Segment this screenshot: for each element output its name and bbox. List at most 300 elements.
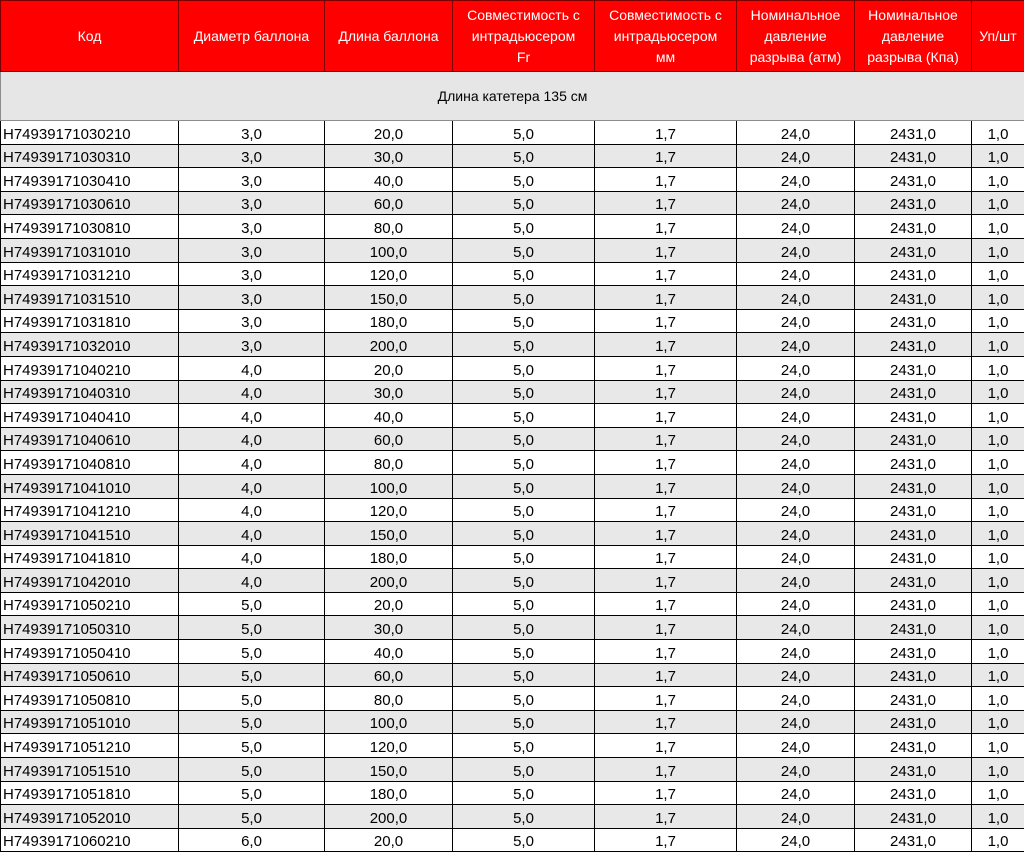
cell-pack[interactable]: 1,0 xyxy=(972,522,1024,546)
cell-length[interactable]: 40,0 xyxy=(325,404,453,428)
cell-nominal-kpa[interactable]: 2431,0 xyxy=(855,663,972,687)
table-row xyxy=(1,380,1024,404)
cell-nominal-atm[interactable]: 24,0 xyxy=(737,215,855,239)
cell-compat-fr[interactable]: 5,0 xyxy=(453,758,595,782)
cell-compat-fr[interactable]: 5,0 xyxy=(453,828,595,852)
cell-compat-fr[interactable]: 5,0 xyxy=(453,734,595,758)
header-compat-mm-line1: Совместимость с xyxy=(609,6,722,23)
cell-compat-mm[interactable]: 1,7 xyxy=(595,592,737,616)
cell-compat-mm[interactable]: 1,7 xyxy=(595,238,737,262)
cell-compat-mm[interactable]: 1,7 xyxy=(595,168,737,192)
cell-diameter[interactable]: 5,0 xyxy=(179,758,325,782)
cell-length[interactable]: 40,0 xyxy=(325,640,453,664)
cell-length[interactable]: 180,0 xyxy=(325,781,453,805)
cell-pack[interactable]: 1,0 xyxy=(972,238,1024,262)
cell-compat-fr[interactable]: 5,0 xyxy=(453,498,595,522)
cell-length[interactable]: 180,0 xyxy=(325,545,453,569)
cell-diameter[interactable]: 4,0 xyxy=(179,427,325,451)
table-row xyxy=(1,427,1024,451)
cell-diameter[interactable]: 3,0 xyxy=(179,215,325,239)
cell-compat-mm[interactable]: 1,7 xyxy=(595,427,737,451)
cell-compat-mm[interactable]: 1,7 xyxy=(595,758,737,782)
cell-pack[interactable]: 1,0 xyxy=(972,144,1024,168)
header-nominal-kpa-line2: давление xyxy=(881,27,945,44)
cell-pack[interactable]: 1,0 xyxy=(972,121,1024,145)
cell-length[interactable]: 80,0 xyxy=(325,687,453,711)
cell-length[interactable]: 80,0 xyxy=(325,215,453,239)
cell-nominal-kpa[interactable]: 2431,0 xyxy=(855,640,972,664)
cell-code[interactable]: H74939171050810 xyxy=(1,687,179,711)
cell-compat-mm[interactable]: 1,7 xyxy=(595,286,737,310)
cell-compat-fr[interactable]: 5,0 xyxy=(453,427,595,451)
cell-compat-fr[interactable]: 5,0 xyxy=(453,663,595,687)
cell-diameter[interactable]: 3,0 xyxy=(179,333,325,357)
cell-code[interactable]: H74939171031210 xyxy=(1,262,179,286)
cell-nominal-kpa[interactable]: 2431,0 xyxy=(855,215,972,239)
cell-length[interactable]: 80,0 xyxy=(325,451,453,475)
cell-length[interactable]: 30,0 xyxy=(325,380,453,404)
cell-compat-fr[interactable]: 5,0 xyxy=(453,781,595,805)
cell-nominal-atm[interactable]: 24,0 xyxy=(737,168,855,192)
cell-compat-fr[interactable]: 5,0 xyxy=(453,286,595,310)
cell-nominal-atm[interactable]: 24,0 xyxy=(737,758,855,782)
cell-compat-mm[interactable]: 1,7 xyxy=(595,781,737,805)
cell-pack[interactable]: 1,0 xyxy=(972,828,1024,852)
cell-length[interactable]: 100,0 xyxy=(325,710,453,734)
cell-compat-mm[interactable]: 1,7 xyxy=(595,710,737,734)
cell-nominal-atm[interactable]: 24,0 xyxy=(737,356,855,380)
cell-code[interactable]: H74939171040210 xyxy=(1,356,179,380)
table-row xyxy=(1,734,1024,758)
cell-compat-fr[interactable]: 5,0 xyxy=(453,592,595,616)
cell-compat-fr[interactable]: 5,0 xyxy=(453,121,595,145)
cell-compat-mm[interactable]: 1,7 xyxy=(595,144,737,168)
cell-pack[interactable]: 1,0 xyxy=(972,309,1024,333)
header-length[interactable]: Длина баллона xyxy=(325,1,453,72)
cell-compat-mm[interactable]: 1,7 xyxy=(595,805,737,829)
header-compat-fr-line2: интрадьюсером xyxy=(471,27,576,44)
cell-compat-fr[interactable]: 5,0 xyxy=(453,616,595,640)
cell-compat-mm[interactable]: 1,7 xyxy=(595,734,737,758)
cell-compat-mm[interactable]: 1,7 xyxy=(595,828,737,852)
cell-length[interactable]: 120,0 xyxy=(325,498,453,522)
cell-nominal-atm[interactable]: 24,0 xyxy=(737,474,855,498)
table-row xyxy=(1,144,1024,168)
header-nominal-kpa-line3: разрыва (Кпа) xyxy=(867,48,959,65)
cell-nominal-atm[interactable]: 24,0 xyxy=(737,333,855,357)
cell-pack[interactable]: 1,0 xyxy=(972,215,1024,239)
cell-nominal-kpa[interactable]: 2431,0 xyxy=(855,498,972,522)
cell-nominal-kpa[interactable]: 2431,0 xyxy=(855,616,972,640)
cell-nominal-kpa[interactable]: 2431,0 xyxy=(855,333,972,357)
table-row xyxy=(1,805,1024,829)
cell-nominal-atm[interactable]: 24,0 xyxy=(737,663,855,687)
cell-nominal-kpa[interactable]: 2431,0 xyxy=(855,828,972,852)
section-title[interactable]: Длина катетера 135 см xyxy=(1,72,1024,121)
cell-pack[interactable]: 1,0 xyxy=(972,710,1024,734)
cell-pack[interactable]: 1,0 xyxy=(972,758,1024,782)
cell-diameter[interactable]: 5,0 xyxy=(179,663,325,687)
cell-code[interactable]: H74939171052010 xyxy=(1,805,179,829)
cell-compat-mm[interactable]: 1,7 xyxy=(595,569,737,593)
cell-compat-mm[interactable]: 1,7 xyxy=(595,474,737,498)
cell-code[interactable]: H74939171031010 xyxy=(1,238,179,262)
cell-compat-mm[interactable]: 1,7 xyxy=(595,333,737,357)
cell-nominal-kpa[interactable]: 2431,0 xyxy=(855,758,972,782)
cell-compat-fr[interactable]: 5,0 xyxy=(453,687,595,711)
cell-length[interactable]: 200,0 xyxy=(325,333,453,357)
cell-compat-fr[interactable]: 5,0 xyxy=(453,238,595,262)
cell-compat-mm[interactable]: 1,7 xyxy=(595,451,737,475)
cell-code[interactable]: H74939171050610 xyxy=(1,663,179,687)
table-row xyxy=(1,663,1024,687)
cell-nominal-atm[interactable]: 24,0 xyxy=(737,380,855,404)
cell-length[interactable]: 180,0 xyxy=(325,309,453,333)
cell-code[interactable]: H74939171030310 xyxy=(1,144,179,168)
cell-compat-fr[interactable]: 5,0 xyxy=(453,191,595,215)
cell-length[interactable]: 20,0 xyxy=(325,356,453,380)
cell-code[interactable]: H74939171050310 xyxy=(1,616,179,640)
cell-diameter[interactable]: 3,0 xyxy=(179,168,325,192)
cell-compat-fr[interactable]: 5,0 xyxy=(453,474,595,498)
cell-diameter[interactable]: 5,0 xyxy=(179,687,325,711)
cell-compat-fr[interactable]: 5,0 xyxy=(453,168,595,192)
cell-nominal-kpa[interactable]: 2431,0 xyxy=(855,121,972,145)
table-row xyxy=(1,640,1024,664)
table-row xyxy=(1,191,1024,215)
table-row xyxy=(1,121,1024,145)
cell-nominal-kpa[interactable]: 2431,0 xyxy=(855,734,972,758)
cell-nominal-kpa[interactable]: 2431,0 xyxy=(855,380,972,404)
cell-diameter[interactable]: 5,0 xyxy=(179,640,325,664)
cell-pack[interactable]: 1,0 xyxy=(972,592,1024,616)
cell-code[interactable]: H74939171031810 xyxy=(1,309,179,333)
cell-compat-fr[interactable]: 5,0 xyxy=(453,333,595,357)
cell-nominal-atm[interactable]: 24,0 xyxy=(737,734,855,758)
cell-pack[interactable]: 1,0 xyxy=(972,451,1024,475)
table-row xyxy=(1,569,1024,593)
cell-compat-fr[interactable]: 5,0 xyxy=(453,144,595,168)
cell-compat-mm[interactable]: 1,7 xyxy=(595,404,737,428)
cell-nominal-atm[interactable]: 24,0 xyxy=(737,286,855,310)
cell-code[interactable]: H74939171051210 xyxy=(1,734,179,758)
cell-compat-mm[interactable]: 1,7 xyxy=(595,356,737,380)
cell-length[interactable]: 100,0 xyxy=(325,474,453,498)
table-row xyxy=(1,498,1024,522)
header-code[interactable]: Код xyxy=(1,1,179,72)
header-pack[interactable]: Уп/шт xyxy=(972,1,1024,72)
cell-nominal-kpa[interactable]: 2431,0 xyxy=(855,168,972,192)
cell-nominal-atm[interactable]: 24,0 xyxy=(737,309,855,333)
header-compat-mm[interactable] xyxy=(595,1,737,72)
cell-code[interactable]: H74939171032010 xyxy=(1,333,179,357)
cell-nominal-atm[interactable]: 24,0 xyxy=(737,427,855,451)
cell-nominal-kpa[interactable]: 2431,0 xyxy=(855,781,972,805)
cell-diameter[interactable]: 5,0 xyxy=(179,734,325,758)
cell-length[interactable]: 150,0 xyxy=(325,758,453,782)
cell-length[interactable]: 40,0 xyxy=(325,168,453,192)
cell-diameter[interactable]: 4,0 xyxy=(179,569,325,593)
cell-pack[interactable]: 1,0 xyxy=(972,734,1024,758)
cell-compat-fr[interactable]: 5,0 xyxy=(453,215,595,239)
cell-code[interactable]: H74939171040810 xyxy=(1,451,179,475)
cell-nominal-kpa[interactable]: 2431,0 xyxy=(855,805,972,829)
cell-nominal-atm[interactable]: 24,0 xyxy=(737,144,855,168)
cell-diameter[interactable]: 3,0 xyxy=(179,121,325,145)
cell-nominal-atm[interactable]: 24,0 xyxy=(737,545,855,569)
cell-nominal-kpa[interactable]: 2431,0 xyxy=(855,262,972,286)
cell-nominal-kpa[interactable]: 2431,0 xyxy=(855,309,972,333)
cell-diameter[interactable]: 4,0 xyxy=(179,522,325,546)
cell-pack[interactable]: 1,0 xyxy=(972,427,1024,451)
cell-nominal-kpa[interactable]: 2431,0 xyxy=(855,522,972,546)
cell-nominal-atm[interactable]: 24,0 xyxy=(737,640,855,664)
table-row xyxy=(1,710,1024,734)
cell-compat-fr[interactable]: 5,0 xyxy=(453,356,595,380)
table-row xyxy=(1,616,1024,640)
table-row xyxy=(1,286,1024,310)
table-row xyxy=(1,828,1024,852)
cell-length[interactable]: 20,0 xyxy=(325,121,453,145)
cell-compat-mm[interactable]: 1,7 xyxy=(595,262,737,286)
cell-diameter[interactable]: 3,0 xyxy=(179,144,325,168)
cell-diameter[interactable]: 4,0 xyxy=(179,404,325,428)
cell-nominal-atm[interactable]: 24,0 xyxy=(737,805,855,829)
header-nominal-kpa[interactable] xyxy=(855,1,972,72)
cell-code[interactable]: H74939171041010 xyxy=(1,474,179,498)
cell-code[interactable]: H74939171040310 xyxy=(1,380,179,404)
table-row xyxy=(1,451,1024,475)
cell-diameter[interactable]: 4,0 xyxy=(179,451,325,475)
cell-nominal-atm[interactable]: 24,0 xyxy=(737,569,855,593)
cell-compat-fr[interactable]: 5,0 xyxy=(453,710,595,734)
cell-code[interactable]: H74939171051010 xyxy=(1,710,179,734)
cell-code[interactable]: H74939171060210 xyxy=(1,828,179,852)
header-row xyxy=(1,1,1024,72)
cell-compat-fr[interactable]: 5,0 xyxy=(453,805,595,829)
cell-nominal-kpa[interactable]: 2431,0 xyxy=(855,569,972,593)
table-row xyxy=(1,404,1024,428)
table-row xyxy=(1,781,1024,805)
cell-length[interactable]: 150,0 xyxy=(325,286,453,310)
cell-nominal-kpa[interactable]: 2431,0 xyxy=(855,474,972,498)
table-row xyxy=(1,333,1024,357)
cell-compat-fr[interactable]: 5,0 xyxy=(453,451,595,475)
table-row xyxy=(1,474,1024,498)
cell-code[interactable]: H74939171041210 xyxy=(1,498,179,522)
header-compat-fr-line3: Fr xyxy=(516,48,531,65)
cell-nominal-atm[interactable]: 24,0 xyxy=(737,121,855,145)
cell-nominal-kpa[interactable]: 2431,0 xyxy=(855,592,972,616)
cell-nominal-kpa[interactable]: 2431,0 xyxy=(855,238,972,262)
cell-length[interactable]: 200,0 xyxy=(325,569,453,593)
cell-nominal-atm[interactable]: 24,0 xyxy=(737,238,855,262)
cell-nominal-atm[interactable]: 24,0 xyxy=(737,451,855,475)
cell-compat-mm[interactable]: 1,7 xyxy=(595,616,737,640)
cell-pack[interactable]: 1,0 xyxy=(972,781,1024,805)
cell-code[interactable]: H74939171030610 xyxy=(1,191,179,215)
cell-code[interactable]: H74939171051810 xyxy=(1,781,179,805)
cell-pack[interactable]: 1,0 xyxy=(972,687,1024,711)
cell-diameter[interactable]: 3,0 xyxy=(179,191,325,215)
cell-code[interactable]: H74939171030210 xyxy=(1,121,179,145)
cell-diameter[interactable]: 5,0 xyxy=(179,781,325,805)
header-compat-mm-line3: мм xyxy=(655,48,676,65)
cell-nominal-kpa[interactable]: 2431,0 xyxy=(855,451,972,475)
cell-pack[interactable]: 1,0 xyxy=(972,262,1024,286)
cell-length[interactable]: 150,0 xyxy=(325,522,453,546)
cell-pack[interactable]: 1,0 xyxy=(972,569,1024,593)
cell-length[interactable]: 20,0 xyxy=(325,592,453,616)
cell-nominal-kpa[interactable]: 2431,0 xyxy=(855,427,972,451)
cell-nominal-atm[interactable]: 24,0 xyxy=(737,522,855,546)
cell-compat-mm[interactable]: 1,7 xyxy=(595,663,737,687)
cell-code[interactable]: H74939171051510 xyxy=(1,758,179,782)
table-row xyxy=(1,309,1024,333)
cell-nominal-kpa[interactable]: 2431,0 xyxy=(855,191,972,215)
cell-length[interactable]: 20,0 xyxy=(325,828,453,852)
cell-compat-fr[interactable]: 5,0 xyxy=(453,404,595,428)
table-row xyxy=(1,758,1024,782)
table-row xyxy=(1,215,1024,239)
cell-compat-mm[interactable]: 1,7 xyxy=(595,121,737,145)
cell-nominal-kpa[interactable]: 2431,0 xyxy=(855,710,972,734)
cell-code[interactable]: H74939171041810 xyxy=(1,545,179,569)
cell-length[interactable]: 200,0 xyxy=(325,805,453,829)
header-diameter[interactable]: Диаметр баллона xyxy=(179,1,325,72)
table-row xyxy=(1,168,1024,192)
cell-pack[interactable]: 1,0 xyxy=(972,404,1024,428)
cell-pack[interactable]: 1,0 xyxy=(972,356,1024,380)
cell-pack[interactable]: 1,0 xyxy=(972,663,1024,687)
cell-compat-mm[interactable]: 1,7 xyxy=(595,640,737,664)
table-row xyxy=(1,356,1024,380)
table-body xyxy=(1,72,1024,852)
cell-nominal-kpa[interactable]: 2431,0 xyxy=(855,144,972,168)
cell-code[interactable]: H74939171040610 xyxy=(1,427,179,451)
cell-nominal-kpa[interactable]: 2431,0 xyxy=(855,404,972,428)
cell-pack[interactable]: 1,0 xyxy=(972,640,1024,664)
header-nominal-kpa-line1: Номинальное xyxy=(868,6,958,23)
cell-diameter[interactable]: 3,0 xyxy=(179,309,325,333)
cell-nominal-atm[interactable]: 24,0 xyxy=(737,191,855,215)
cell-length[interactable]: 60,0 xyxy=(325,191,453,215)
table-row xyxy=(1,262,1024,286)
header-nominal-atm-line2: давление xyxy=(764,27,827,44)
cell-nominal-atm[interactable]: 24,0 xyxy=(737,781,855,805)
cell-nominal-kpa[interactable]: 2431,0 xyxy=(855,545,972,569)
cell-nominal-kpa[interactable]: 2431,0 xyxy=(855,286,972,310)
cell-compat-mm[interactable]: 1,7 xyxy=(595,191,737,215)
cell-nominal-atm[interactable]: 24,0 xyxy=(737,616,855,640)
cell-pack[interactable]: 1,0 xyxy=(972,191,1024,215)
header-nominal-atm-line3: разрыва (атм) xyxy=(749,48,842,65)
cell-pack[interactable]: 1,0 xyxy=(972,168,1024,192)
cell-code[interactable]: H74939171040410 xyxy=(1,404,179,428)
cell-code[interactable]: H74939171041510 xyxy=(1,522,179,546)
cell-pack[interactable]: 1,0 xyxy=(972,474,1024,498)
cell-nominal-kpa[interactable]: 2431,0 xyxy=(855,356,972,380)
cell-diameter[interactable]: 6,0 xyxy=(179,828,325,852)
cell-length[interactable]: 30,0 xyxy=(325,144,453,168)
cell-code[interactable]: H74939171030410 xyxy=(1,168,179,192)
cell-compat-mm[interactable]: 1,7 xyxy=(595,545,737,569)
cell-length[interactable]: 30,0 xyxy=(325,616,453,640)
cell-nominal-atm[interactable]: 24,0 xyxy=(737,498,855,522)
cell-diameter[interactable]: 5,0 xyxy=(179,616,325,640)
cell-diameter[interactable]: 5,0 xyxy=(179,592,325,616)
cell-compat-mm[interactable]: 1,7 xyxy=(595,215,737,239)
cell-pack[interactable]: 1,0 xyxy=(972,545,1024,569)
cell-compat-mm[interactable]: 1,7 xyxy=(595,380,737,404)
cell-nominal-atm[interactable]: 24,0 xyxy=(737,687,855,711)
cell-pack[interactable]: 1,0 xyxy=(972,805,1024,829)
cell-length[interactable]: 100,0 xyxy=(325,238,453,262)
cell-code[interactable]: H74939171030810 xyxy=(1,215,179,239)
cell-compat-fr[interactable]: 5,0 xyxy=(453,522,595,546)
cell-diameter[interactable]: 4,0 xyxy=(179,356,325,380)
cell-nominal-kpa[interactable]: 2431,0 xyxy=(855,687,972,711)
cell-code[interactable]: H74939171042010 xyxy=(1,569,179,593)
table-row xyxy=(1,592,1024,616)
cell-nominal-atm[interactable]: 24,0 xyxy=(737,828,855,852)
cell-diameter[interactable]: 5,0 xyxy=(179,710,325,734)
cell-diameter[interactable]: 3,0 xyxy=(179,238,325,262)
cell-compat-fr[interactable]: 5,0 xyxy=(453,545,595,569)
header-nominal-atm-line1: Номинальное xyxy=(750,6,841,23)
cell-diameter[interactable]: 4,0 xyxy=(179,545,325,569)
cell-compat-fr[interactable]: 5,0 xyxy=(453,569,595,593)
table-row xyxy=(1,545,1024,569)
section-row xyxy=(1,72,1024,121)
cell-compat-mm[interactable]: 1,7 xyxy=(595,687,737,711)
cell-pack[interactable]: 1,0 xyxy=(972,333,1024,357)
cell-pack[interactable]: 1,0 xyxy=(972,380,1024,404)
table-row xyxy=(1,687,1024,711)
cell-code[interactable]: H74939171031510 xyxy=(1,286,179,310)
cell-compat-fr[interactable]: 5,0 xyxy=(453,262,595,286)
cell-diameter[interactable]: 3,0 xyxy=(179,262,325,286)
cell-nominal-atm[interactable]: 24,0 xyxy=(737,404,855,428)
cell-code[interactable]: H74939171050410 xyxy=(1,640,179,664)
cell-diameter[interactable]: 4,0 xyxy=(179,498,325,522)
cell-compat-mm[interactable]: 1,7 xyxy=(595,498,737,522)
cell-compat-mm[interactable]: 1,7 xyxy=(595,309,737,333)
cell-nominal-atm[interactable]: 24,0 xyxy=(737,710,855,734)
cell-diameter[interactable]: 3,0 xyxy=(179,286,325,310)
cell-nominal-atm[interactable]: 24,0 xyxy=(737,592,855,616)
cell-compat-fr[interactable]: 5,0 xyxy=(453,640,595,664)
cell-diameter[interactable]: 5,0 xyxy=(179,805,325,829)
cell-length[interactable]: 60,0 xyxy=(325,663,453,687)
header-compat-mm-line2: интрадьюсером xyxy=(613,27,718,44)
cell-nominal-atm[interactable]: 24,0 xyxy=(737,262,855,286)
cell-pack[interactable]: 1,0 xyxy=(972,616,1024,640)
cell-length[interactable]: 120,0 xyxy=(325,262,453,286)
cell-pack[interactable]: 1,0 xyxy=(972,286,1024,310)
cell-code[interactable]: H74939171050210 xyxy=(1,592,179,616)
cell-length[interactable]: 60,0 xyxy=(325,427,453,451)
cell-compat-mm[interactable]: 1,7 xyxy=(595,522,737,546)
cell-length[interactable]: 120,0 xyxy=(325,734,453,758)
cell-pack[interactable]: 1,0 xyxy=(972,498,1024,522)
cell-compat-fr[interactable]: 5,0 xyxy=(453,309,595,333)
header-nominal-atm[interactable] xyxy=(737,1,855,72)
cell-diameter[interactable]: 4,0 xyxy=(179,474,325,498)
cell-diameter[interactable]: 4,0 xyxy=(179,380,325,404)
cell-compat-fr[interactable]: 5,0 xyxy=(453,380,595,404)
header-compat-fr[interactable] xyxy=(453,1,595,72)
